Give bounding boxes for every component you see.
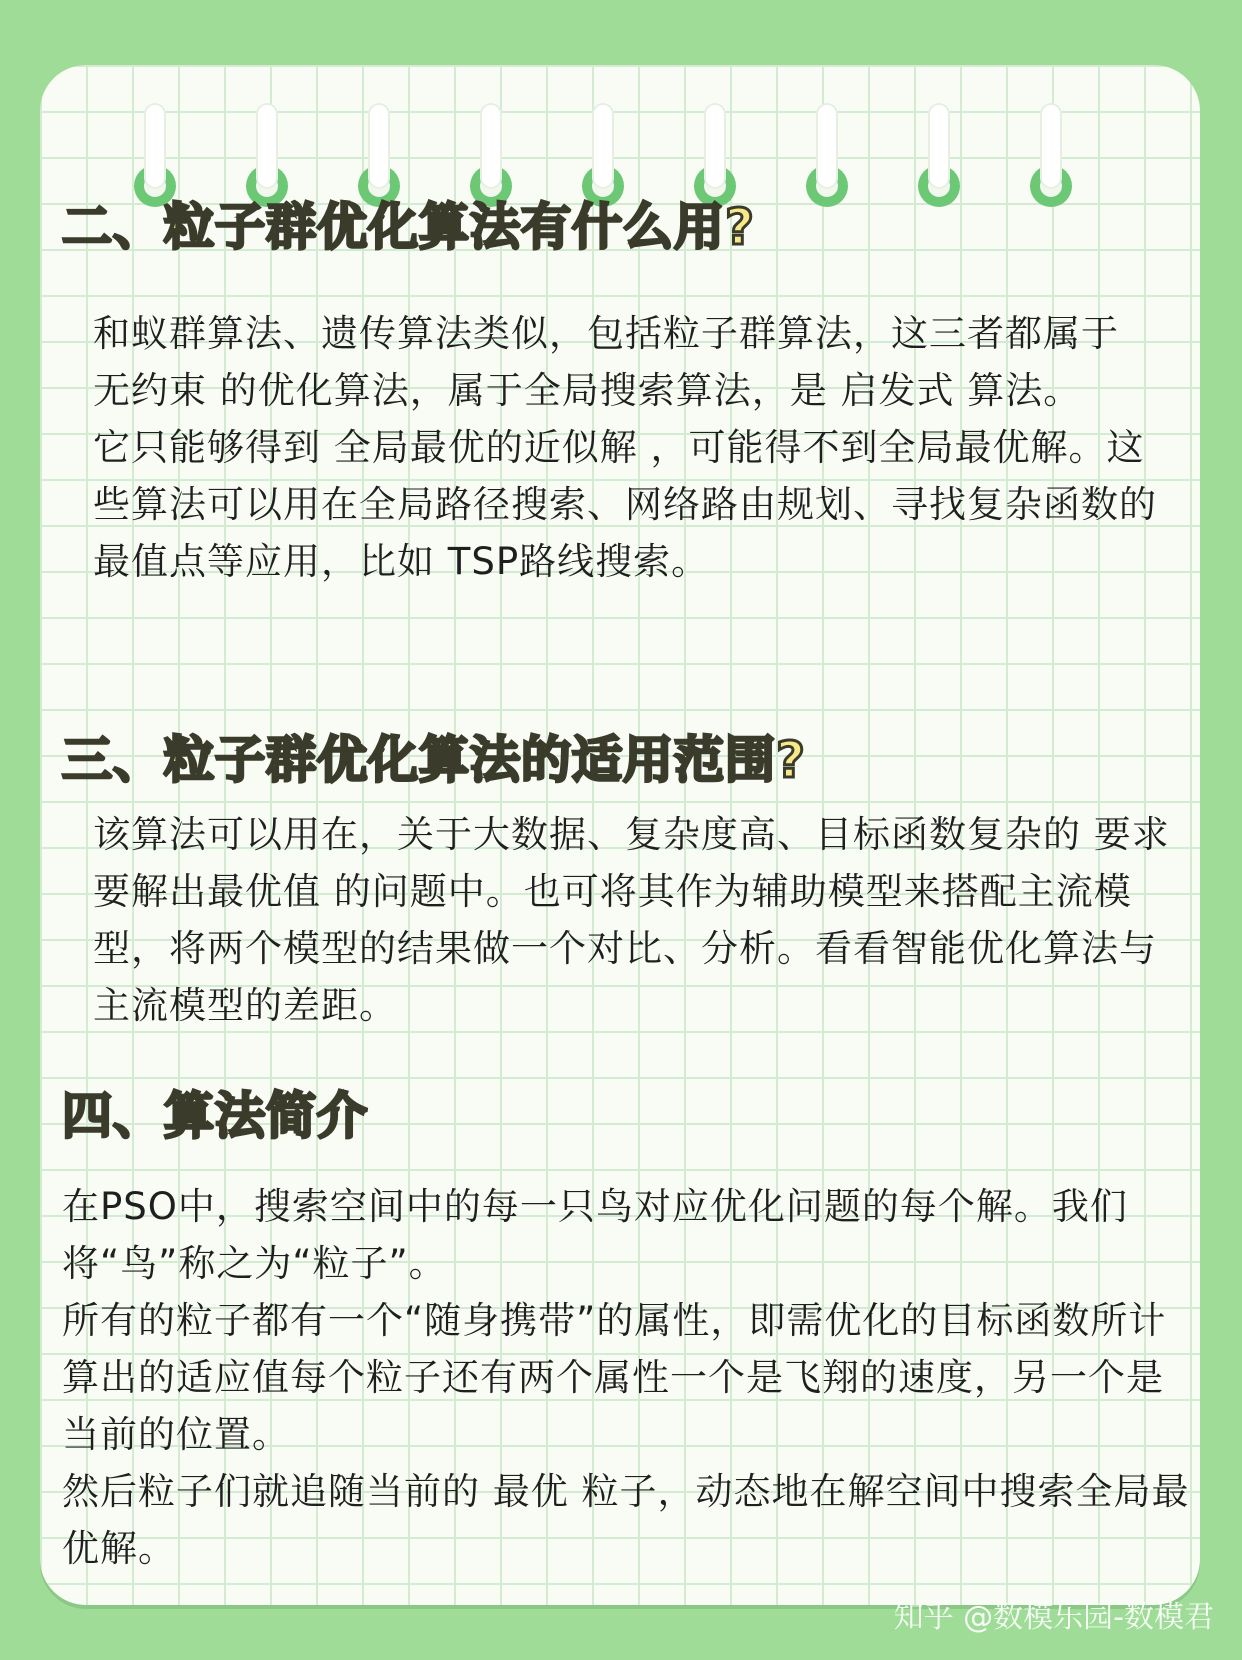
section4-paragraph-1: 在PSO中，搜索空间中的每一只鸟对应优化问题的每个解。我们将“鸟”称之为“粒子”。 [62,1185,1128,1285]
section3-paragraph-1: 该算法可以用在，关于大数据、复杂度高、目标函数复杂的 要求要解出最优值 的问题中。也可将其作为辅助模型来搭配主流模型，将两个模型的结果做一个对比、分析。看看智能优化算法与主流模型的差距。 [93,813,1170,1027]
section3-body [93,806,1173,1034]
section4-paragraph-2: 所有的粒子都有一个“随身携带”的属性，即需优化的目标函数所计算出的适应值每个粒子还有两个属性一个是飞翔的速度，另一个是当前的位置。 [62,1299,1167,1456]
section4-heading: 四、算法简介 [62,1087,368,1145]
binder-ring [812,105,842,205]
watermark: 知乎 @数模乐园-数模君 [893,1600,1214,1635]
section4-body [62,1178,1190,1577]
section2-body [93,305,1163,590]
section4-paragraph-3: 然后粒子们就追随当前的 最优 粒子，动态地在解空间中搜索全局最优解。 [62,1470,1190,1570]
binder-ring [924,105,954,205]
section2-paragraph-1: 和蚁群算法、遗传算法类似，包括粒子群算法，这三者都属于 无约束 的优化算法，属于全局搜索算法，是 启发式 算法。 [93,312,1119,412]
section2-paragraph-2: 它只能够得到 全局最优的近似解 ，可能得不到全局最优解。这些算法可以用在全局路径搜索、网络路由规划、寻找复杂函数的最值点等应用，比如 TSP路线搜索。 [93,426,1157,583]
section3-heading: 三、粒子群优化算法的适用范围? [62,731,807,789]
section2-heading: 二、粒子群优化算法有什么用? [62,198,756,256]
binder-ring [1036,105,1066,205]
